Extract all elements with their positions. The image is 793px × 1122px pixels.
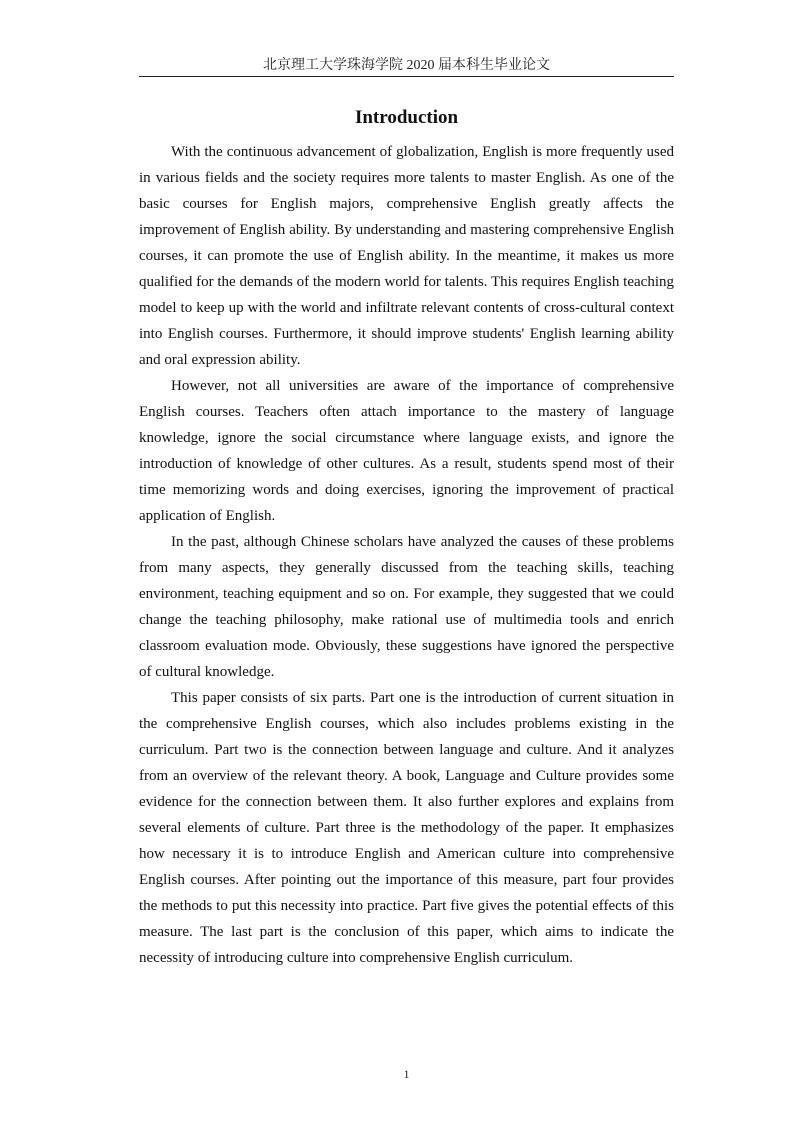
- paragraph-4: This paper consists of six parts. Part one is the introduction of current situation in the comprehensive English courses, which also includes problems existing in the curriculum. Part two is the connection between language and culture. And it analyzes from an overview of the relevant theory. A book, Language and Culture provides some evidence for the connection between them. It also further explores and explains from several elements of culture. Part three is the methodology of the paper. It emphasizes how necessary it is to introduce English and American culture into comprehensive English courses. After pointing out the importance of this measure, part four provides the methods to put this necessity into practice. Part five gives the potential effects of this measure. The last part is the conclusion of this paper, which aims to indicate the necessity of introducing culture into comprehensive English curriculum.: [139, 690, 674, 966]
- body-text: [139, 139, 674, 971]
- paragraph-3: In the past, although Chinese scholars have analyzed the causes of these problems from many aspects, they generally discussed from the teaching skills, teaching environment, teaching equipment and so on. For example, they suggested that we could change the teaching philosophy, make rational use of multimedia tools and enrich classroom evaluation mode. Obviously, these suggestions have ignored the perspective of cultural knowledge.: [139, 534, 674, 680]
- paragraph-2: However, not all universities are aware of the importance of comprehensive English courses. Teachers often attach importance to the mastery of language knowledge, ignore the social circumstance where language exists, and ignore the introduction of knowledge of other cultures. As a result, students spend most of their time memorizing words and doing exercises, ignoring the improvement of practical application of English.: [139, 378, 674, 524]
- paragraph-1: With the continuous advancement of globalization, English is more frequently used in various fields and the society requires more talents to master English. As one of the basic courses for English majors, comprehensive English greatly affects the improvement of English ability. By understanding and mastering comprehensive English courses, it can promote the use of English ability. In the meantime, it makes us more qualified for the demands of the modern world for talents. This requires English teaching model to keep up with the world and infiltrate relevant contents of cross-cultural context into English courses. Furthermore, it should improve students' English learning ability and oral expression ability.: [139, 144, 674, 368]
- section-title: Introduction: [354, 107, 459, 128]
- header-divider: [139, 76, 674, 77]
- running-header: 北京理工大学珠海学院 2020 届本科生毕业论文: [263, 58, 550, 73]
- page-number: 1: [403, 1067, 410, 1081]
